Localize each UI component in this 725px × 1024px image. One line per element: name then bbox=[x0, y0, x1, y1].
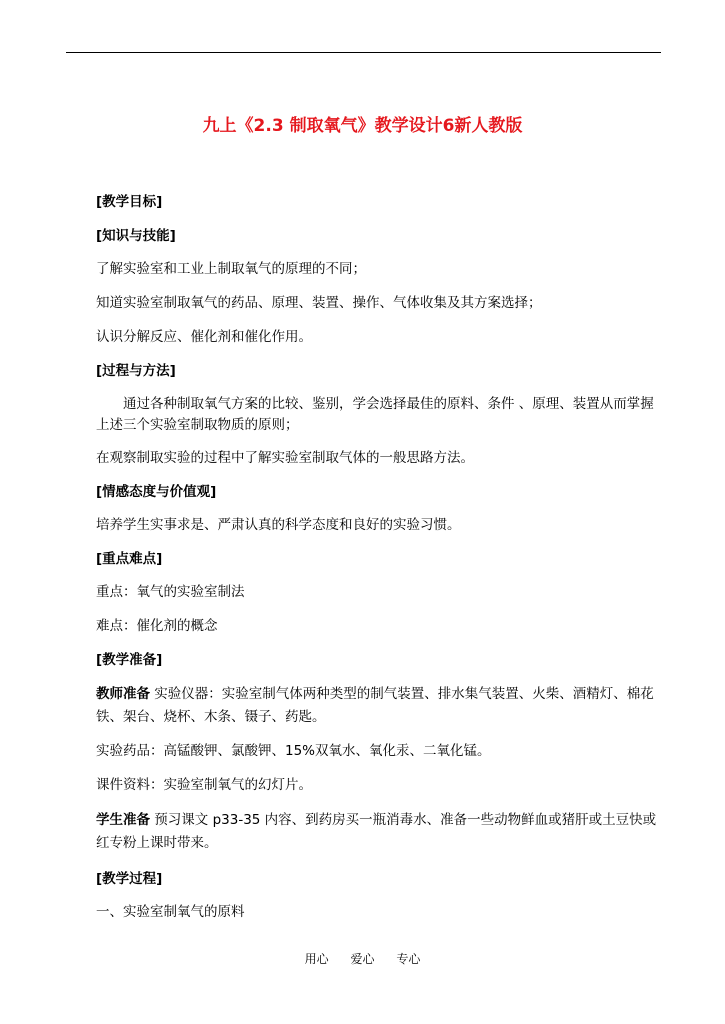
heading-knowledge-skills: [知识与技能] bbox=[96, 228, 176, 244]
header-rule bbox=[66, 52, 661, 53]
footer-text: 用心 bbox=[304, 952, 329, 966]
paragraph: 通过各种制取氧气方案的比较、鉴别，学会选择最佳的原料、条件 、原理、装置从而掌握上述三个实验室制取物质的原则； bbox=[96, 396, 654, 433]
student-prep-label: 学生准备 bbox=[96, 812, 150, 828]
paragraph: 知道实验室制取氧气的药品、原理、装置、操作、气体收集及其方案选择； bbox=[96, 295, 542, 311]
document-body bbox=[96, 190, 664, 922]
paragraph: 难点：催化剂的概念 bbox=[96, 618, 218, 634]
footer-text: 专心 bbox=[396, 952, 421, 966]
paragraph: 重点：氧气的实验室制法 bbox=[96, 584, 245, 600]
paragraph: 一、实验室制氧气的原料 bbox=[96, 904, 245, 920]
paragraph: 实验药品：高锰酸钾、氯酸钾、15%双氧水、氧化汞、二氧化锰。 bbox=[96, 743, 491, 759]
heading-teaching-prep: [教学准备] bbox=[96, 652, 163, 668]
teacher-prep-label: 教师准备 bbox=[96, 686, 150, 702]
teacher-prep-text: 实验仪器：实验室制气体两种类型的制气装置、排水集气装置、火柴、酒精灯、棉花铁、架台、烧杯、木条、镊子、药匙。 bbox=[96, 686, 654, 725]
footer-text: 爱心 bbox=[350, 952, 375, 966]
paragraph-student-prep bbox=[96, 809, 664, 855]
heading-process-methods: [过程与方法] bbox=[96, 363, 176, 379]
page-footer bbox=[0, 950, 725, 967]
paragraph-teacher-prep bbox=[96, 683, 664, 729]
paragraph: 课件资料：实验室制氧气的幻灯片。 bbox=[96, 777, 312, 793]
paragraph: 培养学生实事求是、严肃认真的科学态度和良好的实验习惯。 bbox=[96, 517, 461, 533]
heading-key-difficult: [重点难点] bbox=[96, 551, 163, 567]
heading-emotion-values: [情感态度与价值观] bbox=[96, 484, 217, 500]
heading-teaching-goals: [教学目标] bbox=[96, 194, 163, 210]
paragraph: 了解实验室和工业上制取氧气的原理的不同； bbox=[96, 261, 366, 277]
student-prep-text: 预习课文 p33-35 内容、到药房买一瓶消毒水、准备一些动物鲜血或猪肝或土豆快或红专粉上课时带来。 bbox=[96, 812, 657, 851]
paragraph: 在观察制取实验的过程中了解实验室制取气体的一般思路方法。 bbox=[96, 450, 474, 466]
document-title: 九上《2.3 制取氧气》教学设计6新人教版 bbox=[202, 116, 523, 136]
paragraph: 认识分解反应、催化剂和催化作用。 bbox=[96, 329, 312, 345]
heading-teaching-process: [教学过程] bbox=[96, 871, 163, 887]
